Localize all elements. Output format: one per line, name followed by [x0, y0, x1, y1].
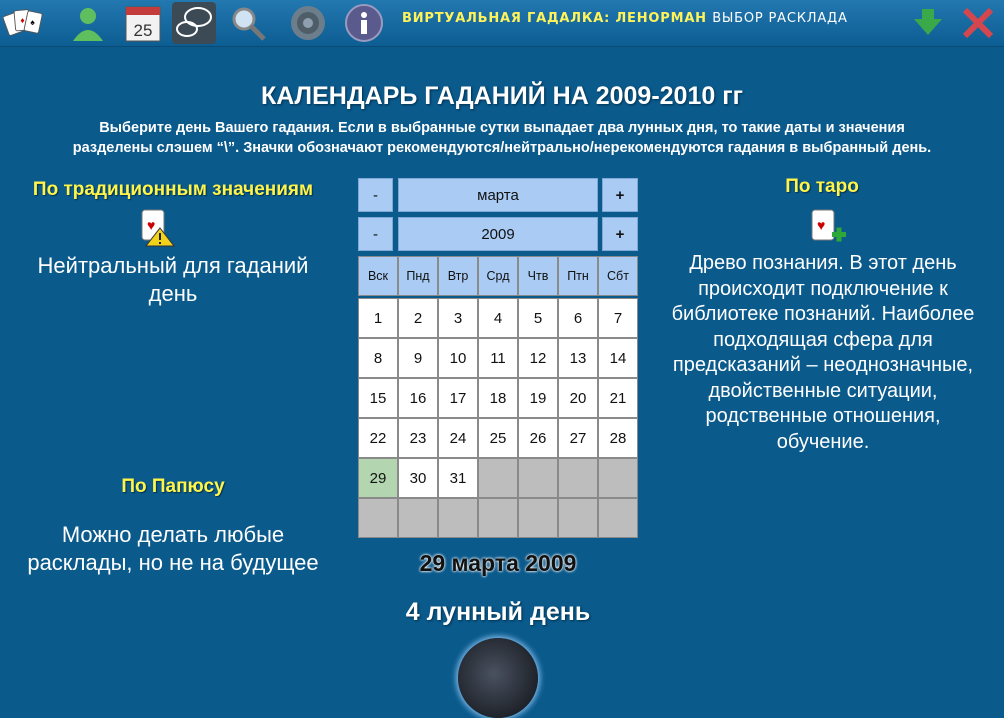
calendar-empty-cell — [558, 498, 598, 538]
calendar-day[interactable]: 15 — [358, 378, 398, 418]
month-prev-button[interactable]: - — [358, 178, 393, 212]
calendar-day[interactable]: 25 — [478, 418, 518, 458]
calendar-day[interactable]: 20 — [558, 378, 598, 418]
close-icon[interactable] — [956, 2, 1000, 44]
calendar-day-selected[interactable]: 29 — [358, 458, 398, 498]
calendar-day[interactable]: 24 — [438, 418, 478, 458]
svg-text:♦: ♦ — [20, 16, 25, 26]
calendar-day[interactable]: 2 — [398, 298, 438, 338]
calendar-empty-cell — [598, 498, 638, 538]
calendar-day[interactable]: 27 — [558, 418, 598, 458]
calendar-day[interactable]: 18 — [478, 378, 518, 418]
calendar-day[interactable]: 9 — [398, 338, 438, 378]
sound-icon[interactable] — [286, 2, 330, 44]
calendar-empty-cell — [558, 458, 598, 498]
calendar-day[interactable]: 11 — [478, 338, 518, 378]
cards-icon[interactable] — [2, 2, 46, 44]
calendar-empty-cell — [518, 458, 558, 498]
user-icon[interactable] — [66, 2, 110, 44]
calendar-day[interactable]: 17 — [438, 378, 478, 418]
calendar-day[interactable]: 10 — [438, 338, 478, 378]
calendar-day[interactable]: 14 — [598, 338, 638, 378]
calendar-empty-cell — [438, 498, 478, 538]
card-warning-icon — [138, 208, 178, 248]
calendar-day[interactable]: 28 — [598, 418, 638, 458]
papus-text: Можно делать любые расклады, но не на будущее — [27, 522, 319, 575]
weekday-header: Втр — [438, 256, 478, 296]
svg-text:♠: ♠ — [30, 17, 35, 27]
weekday-header: Пнд — [398, 256, 438, 296]
card-plus-icon — [808, 208, 848, 248]
calendar-empty-cell — [518, 498, 558, 538]
app-title-main: ВИРТУАЛЬНАЯ ГАДАЛКА: ЛЕНОРМАН — [402, 11, 707, 26]
calendar-day[interactable]: 5 — [518, 298, 558, 338]
instructions — [20, 118, 984, 158]
weekday-header: Срд — [478, 256, 518, 296]
messages-icon[interactable] — [172, 2, 216, 44]
instructions-line-2: разделены слэшем “\”. Значки обозначают рекомендуются/нейтрально/нерекомендуются гадания в выбранный день. — [72, 140, 932, 156]
papus-title: По Папюсу — [121, 476, 225, 497]
weekday-header: Чтв — [518, 256, 558, 296]
month-field[interactable]: марта — [398, 178, 598, 212]
calendar-day[interactable]: 19 — [518, 378, 558, 418]
calendar-empty-cell — [398, 498, 438, 538]
svg-text:♥: ♥ — [147, 217, 156, 233]
calendar-day[interactable]: 30 — [398, 458, 438, 498]
year-prev-button[interactable]: - — [358, 217, 393, 251]
calendar-day[interactable]: 22 — [358, 418, 398, 458]
calendar-day[interactable]: 13 — [558, 338, 598, 378]
year-next-button[interactable]: + — [602, 217, 638, 251]
app-title — [402, 11, 848, 26]
calendar-day[interactable]: 3 — [438, 298, 478, 338]
page-title: КАЛЕНДАРЬ ГАДАНИЙ НА 2009-2010 гг — [260, 82, 744, 110]
down-arrow-icon[interactable] — [906, 2, 950, 44]
calendar-day[interactable]: 1 — [358, 298, 398, 338]
calendar-day[interactable]: 26 — [518, 418, 558, 458]
lunar-day: 4 лунный день — [405, 598, 591, 626]
instructions-line-1: Выберите день Вашего гадания. Если в выбранные сутки выпадает два лунных дня, то такие даты и значения — [99, 120, 905, 136]
search-icon[interactable] — [226, 2, 270, 44]
svg-text:♥: ♥ — [817, 217, 826, 233]
weekday-header: Сбт — [598, 256, 638, 296]
calendar-day[interactable]: 23 — [398, 418, 438, 458]
calendar-day[interactable]: 21 — [598, 378, 638, 418]
moon-phase-icon — [458, 638, 538, 718]
app-title-sub: ВЫБОР РАСКЛАДА — [712, 11, 848, 26]
calendar-day[interactable]: 31 — [438, 458, 478, 498]
info-icon[interactable] — [342, 2, 386, 44]
toolbar — [0, 0, 1004, 47]
calendar-empty-cell — [598, 458, 638, 498]
taro-text: Древо познания. В этот день происходит подключение к библиотеке познаний. Наиболее подходящая сфера для предсказаний – неоднозначные, двойственные ситуации, родственные отношения, обучение. — [671, 252, 975, 453]
year-field[interactable]: 2009 — [398, 217, 598, 251]
calendar-day[interactable]: 16 — [398, 378, 438, 418]
calendar-day[interactable]: 6 — [558, 298, 598, 338]
selected-date: 29 марта 2009 — [419, 550, 577, 576]
calendar-day[interactable]: 4 — [478, 298, 518, 338]
taro-title: По таро — [785, 176, 859, 197]
calendar-day[interactable]: 8 — [358, 338, 398, 378]
weekday-header: Вск — [358, 256, 398, 296]
weekday-header: Птн — [558, 256, 598, 296]
calendar-empty-cell — [478, 498, 518, 538]
calendar-day[interactable]: 12 — [518, 338, 558, 378]
calendar-icon[interactable] — [121, 2, 165, 44]
traditional-text: Нейтральный для гаданий день — [37, 253, 309, 306]
month-next-button[interactable]: + — [602, 178, 638, 212]
calendar-icon-day: 25 — [133, 21, 153, 40]
traditional-title: По традиционным значениям — [32, 179, 314, 200]
calendar-empty-cell — [478, 458, 518, 498]
calendar-day[interactable]: 7 — [598, 298, 638, 338]
calendar-empty-cell — [358, 498, 398, 538]
